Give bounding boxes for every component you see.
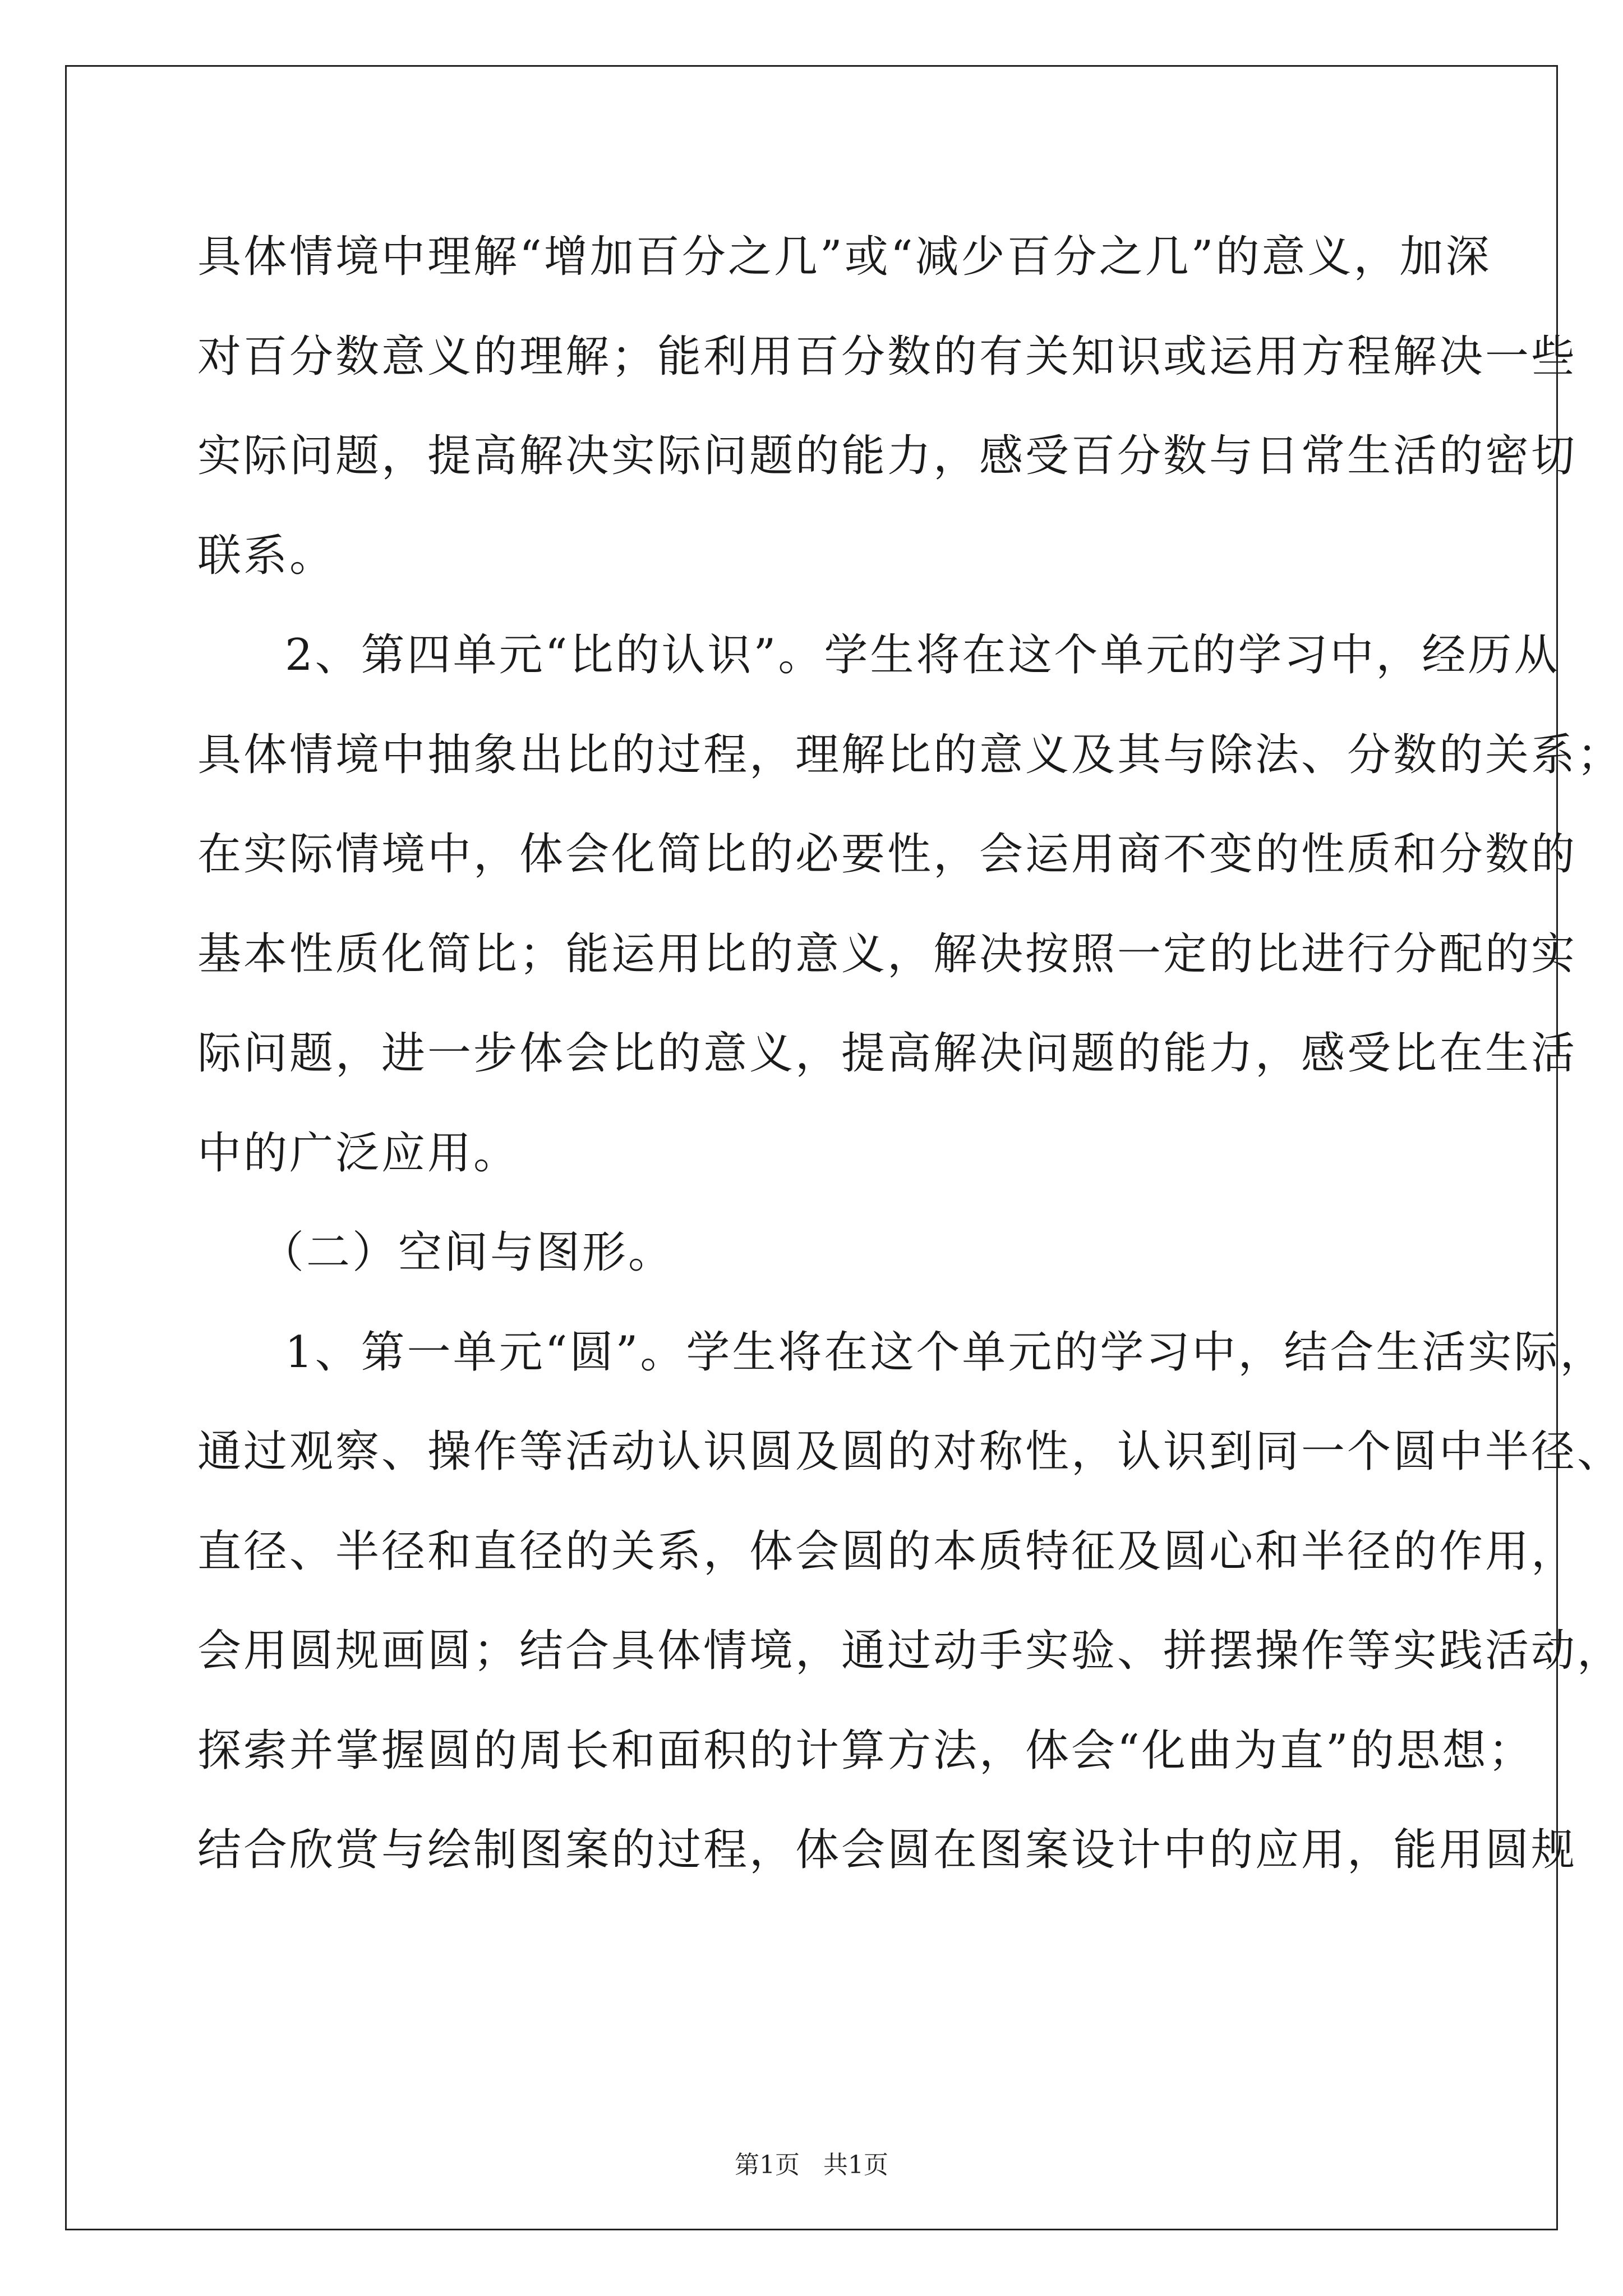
text-line: 具体情境中抽象出比的过程，理解比的意义及其与除法、分数的关系； bbox=[197, 729, 1623, 780]
document-body bbox=[197, 208, 1623, 1901]
text-line: 联系。 bbox=[197, 530, 336, 581]
text-line: 中的广泛应用。 bbox=[197, 1128, 520, 1179]
text-line: 探索并掌握圆的周长和面积的计算方法，体会“化曲为直”的思想； bbox=[197, 1725, 1534, 1776]
text-line: 基本性质化简比；能运用比的意义，解决按照一定的比进行分配的实 bbox=[197, 928, 1578, 979]
text-line: 际问题，进一步体会比的意义，提高解决问题的能力，感受比在生活 bbox=[197, 1028, 1578, 1079]
text-line: 结合欣赏与绘制图案的过程，体会圆在图案设计中的应用，能用圆规 bbox=[197, 1825, 1578, 1875]
text-line: 具体情境中理解“增加百分之几”或“减少百分之几”的意义，加深 bbox=[197, 232, 1492, 282]
text-line: 会用圆规画圆；结合具体情境，通过动手实验、拼摆操作等实践活动， bbox=[197, 1626, 1623, 1676]
text-line: 2、第四单元“比的认识”。学生将在这个单元的学习中，经历从 bbox=[285, 630, 1560, 680]
text-line: 通过观察、操作等活动认识圆及圆的对称性，认识到同一个圆中半径、 bbox=[197, 1427, 1623, 1477]
text-line: 1、第一单元“圆”。学生将在这个单元的学习中，结合生活实际， bbox=[285, 1327, 1606, 1378]
section-heading: （二）空间与图形。 bbox=[260, 1227, 675, 1278]
page-footer bbox=[0, 2148, 1623, 2182]
text-line: 实际问题，提高解决实际问题的能力，感受百分数与日常生活的密切 bbox=[197, 431, 1578, 481]
page-number-label: 第1页 共1页 bbox=[735, 2151, 888, 2179]
text-line: 对百分数意义的理解；能利用百分数的有关知识或运用方程解决一些 bbox=[197, 331, 1578, 382]
text-line: 在实际情境中，体会化简比的必要性，会运用商不变的性质和分数的 bbox=[197, 829, 1578, 880]
text-line: 直径、半径和直径的关系，体会圆的本质特征及圆心和半径的作用， bbox=[197, 1526, 1578, 1577]
